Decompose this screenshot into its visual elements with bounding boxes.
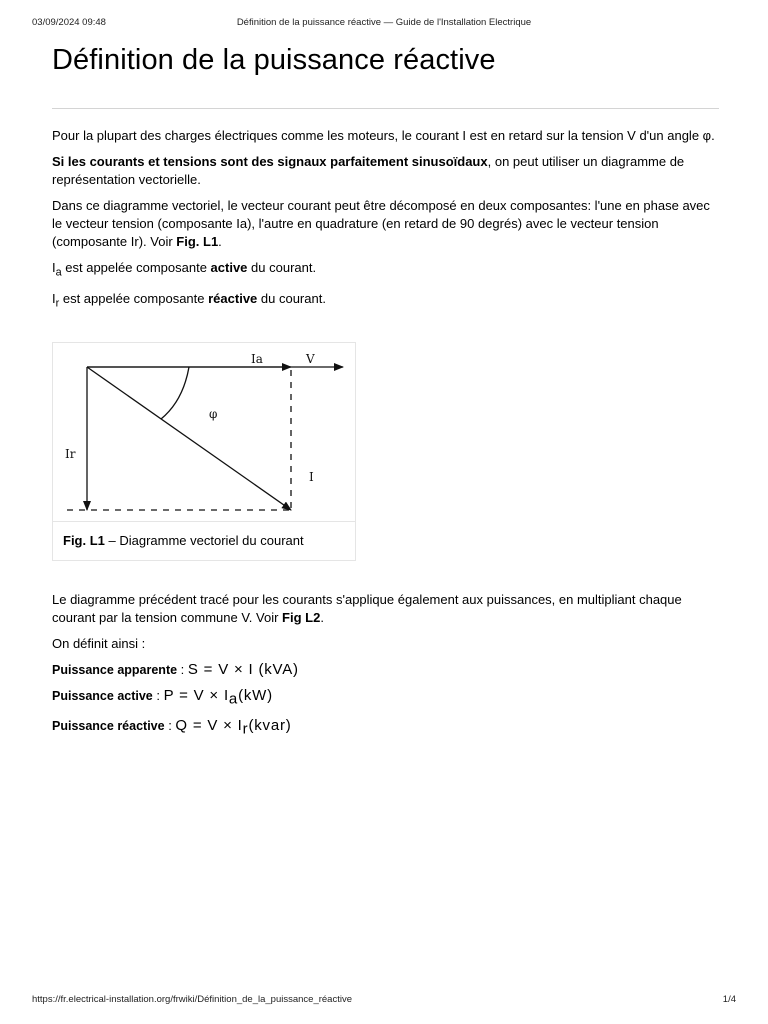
vector-diagram: [53, 343, 355, 521]
paragraph-decomposition: [52, 197, 720, 251]
page-url[interactable]: https://fr.electrical-installation.org/frwiki/Définition_de_la_puissance_réactive: [32, 994, 352, 1005]
bold-reactive: réactive: [208, 290, 258, 306]
text-span: , on peut utiliser un diagramme de représentation vectorielle.: [52, 154, 685, 187]
caption-divider: [53, 521, 355, 522]
text-span: du courant.: [247, 260, 317, 275]
article-body: [52, 127, 720, 746]
print-date: 03/09/2024 09:48: [32, 17, 106, 28]
text-span: est appelée composante: [59, 290, 209, 306]
figure-link-l1[interactable]: Fig. L1: [176, 234, 219, 249]
title-divider: [52, 108, 719, 109]
label-ia: Ia: [251, 352, 263, 367]
text-span: du courant.: [257, 290, 326, 306]
formula-separator: :: [177, 662, 188, 678]
formula-label: Puissance réactive: [52, 718, 165, 733]
formula-apparent-power: [52, 661, 720, 679]
formula-active-power: [52, 687, 720, 709]
figure-caption: [63, 532, 304, 550]
formula-label: Puissance apparente: [52, 663, 178, 678]
text-span: .: [320, 610, 324, 626]
label-ir: Ir: [65, 447, 76, 462]
formula-separator: :: [164, 717, 176, 733]
paragraph-intro: Pour la plupart des charges électriques comme les moteurs, le courant I est en retard sur la tension V d'un angle φ.: [52, 128, 715, 143]
paragraph-sinusoidal: [52, 153, 720, 189]
formula-subscript: a: [228, 690, 239, 708]
label-phi: φ: [209, 407, 218, 422]
page-number: 1/4: [722, 994, 736, 1005]
print-footer: [32, 994, 736, 1008]
paragraph-active-component: [52, 259, 720, 282]
symbol-i: I: [52, 290, 56, 306]
formula-reactive-power: [52, 717, 720, 739]
text-span: Dans ce diagramme vectoriel, le vecteur courant peut être décomposé en deux composantes: l'une en phase avec le vecteur tension (composante Ia), l'autre en quadrature (en retard de 90 degrés) avec le vecteur tension (composante Ir). Voir: [52, 198, 710, 249]
formula-label: Puissance active: [52, 689, 153, 704]
formula-expression: Q = V × I: [175, 716, 243, 734]
bold-active: active: [210, 260, 248, 275]
formula-subscript: r: [242, 720, 249, 738]
text-span: .: [218, 234, 222, 249]
formula-expression: S = V × I (kVA): [187, 661, 299, 679]
label-i: I: [309, 470, 314, 485]
paragraph-powers: [52, 591, 720, 627]
paragraph-reactive-component: [52, 290, 720, 313]
bold-phrase: Si les courants et tensions sont des signaux parfaitement sinusoïdaux: [52, 154, 488, 169]
caption-text: – Diagramme vectoriel du courant: [104, 533, 304, 549]
figure-link-l2[interactable]: Fig L2: [282, 610, 321, 626]
powers-section: [52, 591, 720, 738]
formula-unit: (kW): [238, 687, 273, 705]
formula-unit: (kvar): [248, 716, 292, 734]
figure-l1: [52, 342, 356, 561]
print-title: Définition de la puissance réactive — Guide de l'Installation Electrique: [236, 17, 532, 28]
paragraph-definitions: On définit ainsi :: [52, 636, 146, 652]
subscript-r: r: [55, 297, 60, 310]
caption-figure-number: Fig. L1: [63, 533, 105, 549]
label-v: V: [306, 352, 315, 367]
current-vector-i: [87, 367, 291, 510]
formula-expression: P = V × I: [163, 687, 229, 705]
subscript-a: a: [55, 266, 62, 279]
text-span: est appelée composante: [61, 260, 211, 275]
symbol-i: I: [52, 260, 56, 275]
formula-separator: :: [152, 688, 164, 704]
text-span: Le diagramme précédent tracé pour les courants s'applique également aux puissances, en multipliant chaque courant par la tension commune V. Voir: [52, 592, 682, 626]
page-title: Définition de la puissance réactive: [52, 44, 496, 76]
phase-angle-arc: [161, 367, 189, 419]
print-header: [32, 17, 736, 31]
